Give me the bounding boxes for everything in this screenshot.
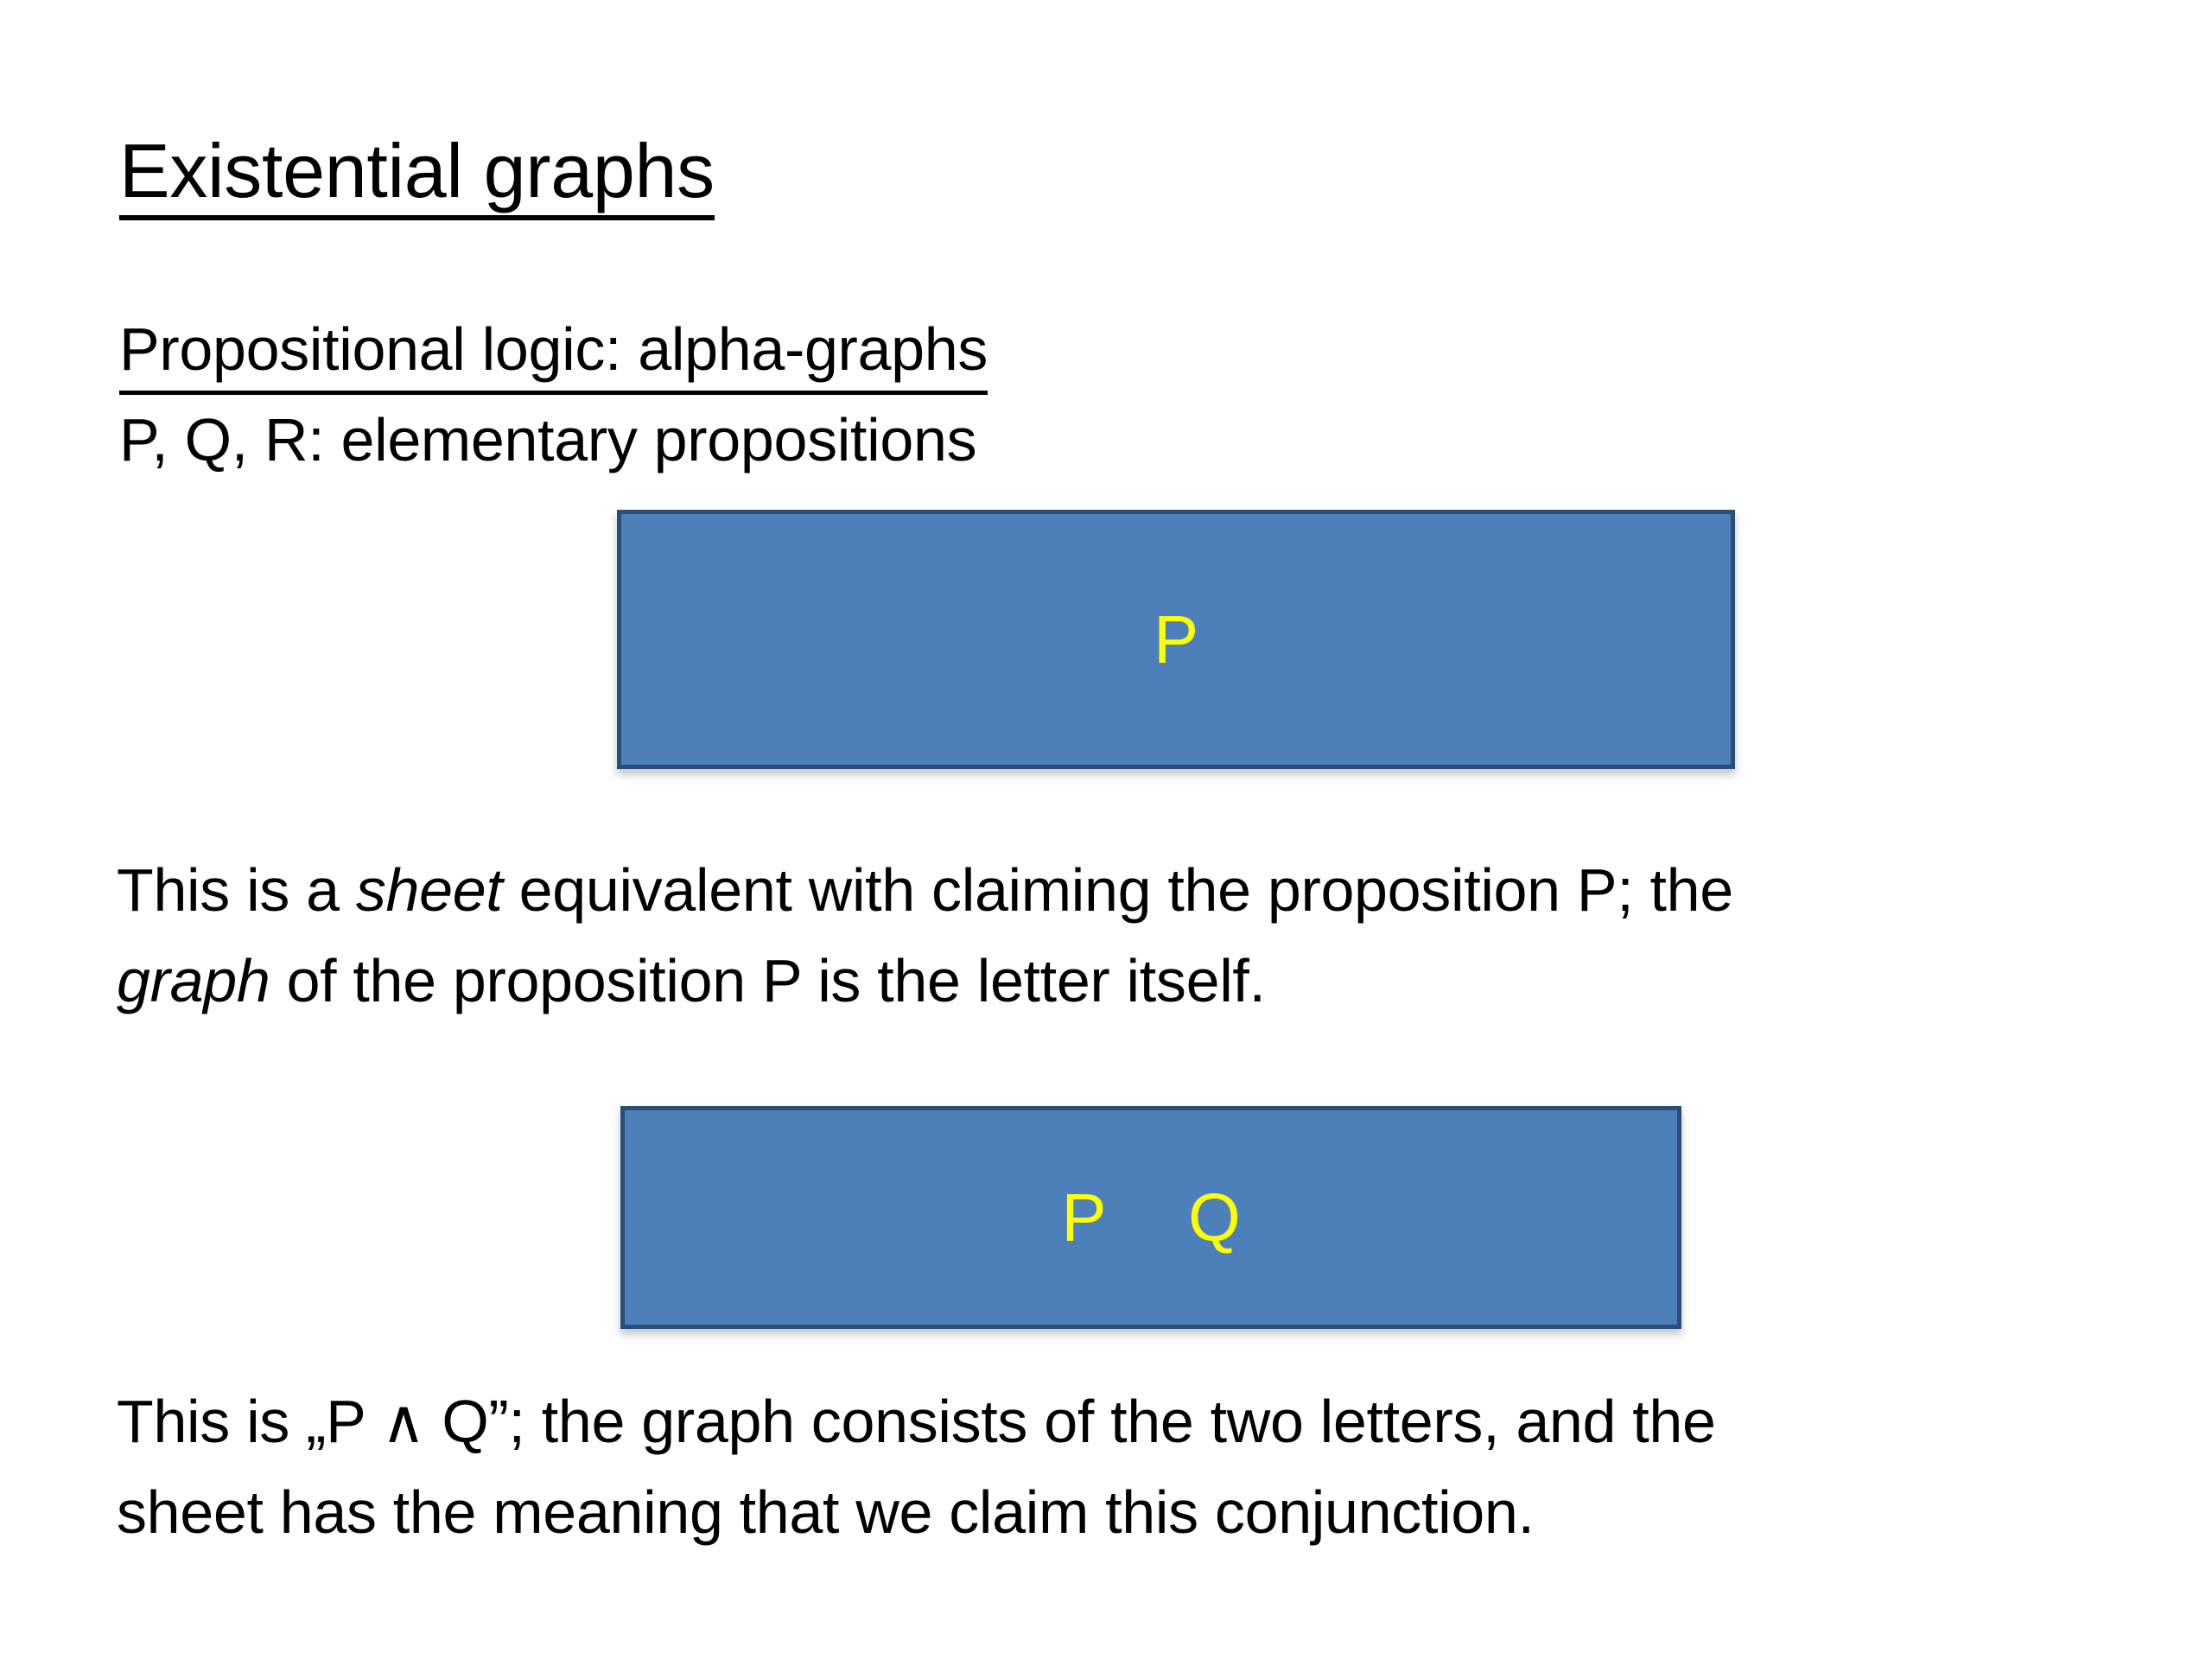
section-heading-block bbox=[119, 304, 988, 486]
section-heading: Propositional logic: alpha-graphs bbox=[119, 308, 988, 395]
page-title bbox=[119, 130, 715, 220]
proposition-p-label: P bbox=[1154, 601, 1198, 677]
sheet-rectangle-pq bbox=[620, 1106, 1681, 1329]
proposition-p-label-2: P bbox=[1061, 1179, 1107, 1255]
explanation-paragraph-2: This is „P ∧ Q”; the graph consists of the two letters, and the sheet has the meaning that we claim this conjunction. bbox=[117, 1388, 1716, 1546]
propositions-line: P, Q, R: elementary propositions bbox=[119, 406, 977, 474]
section-heading-line bbox=[119, 304, 988, 395]
proposition-q-label: Q bbox=[1188, 1179, 1241, 1255]
page-title-text: Existential graphs bbox=[119, 130, 715, 220]
explanation-paragraph-1: This is a sheet equivalent with claiming the proposition P; the graph of the proposition P is the letter itself. bbox=[117, 856, 1733, 1014]
sheet-rectangle-p bbox=[617, 510, 1735, 769]
